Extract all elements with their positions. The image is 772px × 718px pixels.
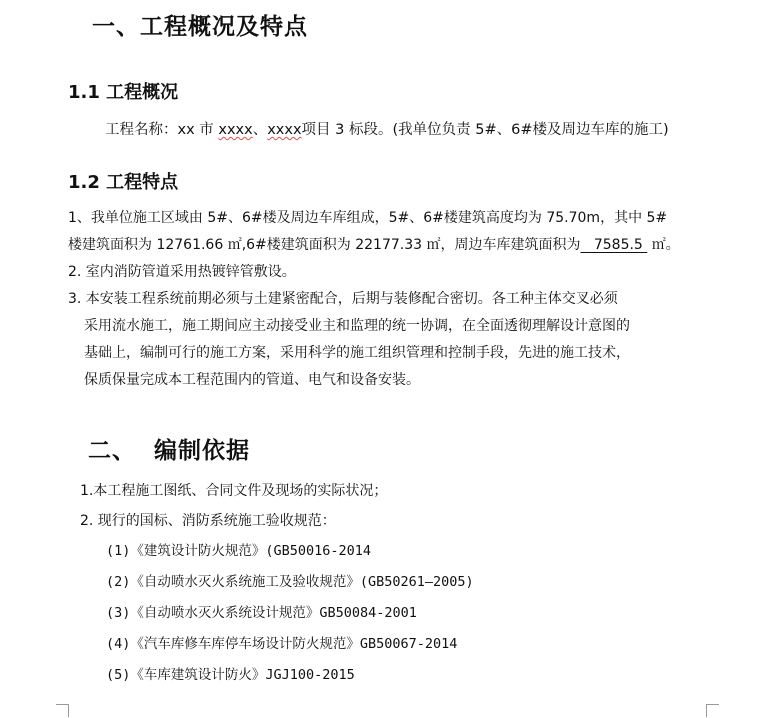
feature-3-line-3: 基础上，编制可行的施工方案，采用科学的施工组织管理和控制手段，先进的施工技术，	[84, 345, 630, 361]
feature-3-line-4: 保质保量完成本工程范围内的管道、电气和设备安装。	[84, 372, 420, 388]
feature-1-text: 楼建筑面积为 12761.66 ㎡,6#楼建筑面积为 22177.33 ㎡，周边车库建筑面积为	[68, 237, 581, 253]
feature-1-line-2	[68, 232, 680, 258]
basis-item-1: 1.本工程施工图纸、合同文件及现场的实际状况；	[80, 483, 388, 499]
project-name-placeholder-1: xxxx	[218, 122, 253, 138]
reference-2: (2)《自动喷水灭火系统施工及验收规范》(GB50261—2005)	[106, 574, 474, 590]
reference-4: (4)《汽车库修车库停车场设计防火规范》GB50067-2014	[106, 636, 458, 652]
reference-5: (5)《车库建筑设计防火》JGJ100-2015	[106, 667, 355, 683]
margin-mark-bottom-right	[706, 704, 719, 717]
project-name-suffix: 项目 3 标段。(我单位负责 5#、6#楼及周边车库的施工)	[301, 122, 669, 138]
project-name-line	[105, 117, 669, 143]
feature-3-line-2: 采用流水施工，施工期间应主动接受业主和监理的统一协调，在全面透彻理解设计意图的	[84, 318, 630, 334]
feature-2: 2. 室内消防管道采用热镀锌管敷设。	[68, 264, 296, 280]
project-name-placeholder-2: xxxx	[267, 122, 302, 138]
feature-3-line-1: 3. 本安装工程系统前期必须与土建紧密配合，后期与装修配合密切。各工种主体交叉必须	[68, 291, 618, 307]
reference-1: (1)《建筑设计防火规范》(GB50016-2014	[106, 543, 372, 559]
sub1-heading: 1.1 工程概况	[68, 82, 179, 103]
margin-mark-bottom-left	[56, 704, 69, 717]
feature-1-line-1: 1、我单位施工区域由 5#、6#楼及周边车库组成，5#、6#楼建筑高度均为 75.70m，其中 5#	[68, 210, 668, 226]
project-name-prefix: 工程名称：xx 市	[105, 122, 214, 138]
garage-area-value: 7585.5	[580, 237, 648, 253]
sub2-heading: 1.2 工程特点	[68, 172, 179, 193]
basis-item-2: 2. 现行的国标、消防系统施工验收规范：	[80, 513, 336, 529]
project-name-sep: 、	[252, 122, 268, 138]
section2-heading: 二、 编制依据	[88, 438, 251, 464]
section1-heading: 一、工程概况及特点	[92, 14, 308, 40]
area-unit: ㎡。	[647, 237, 680, 253]
reference-3: (3)《自动喷水灭火系统设计规范》GB50084-2001	[106, 605, 417, 621]
